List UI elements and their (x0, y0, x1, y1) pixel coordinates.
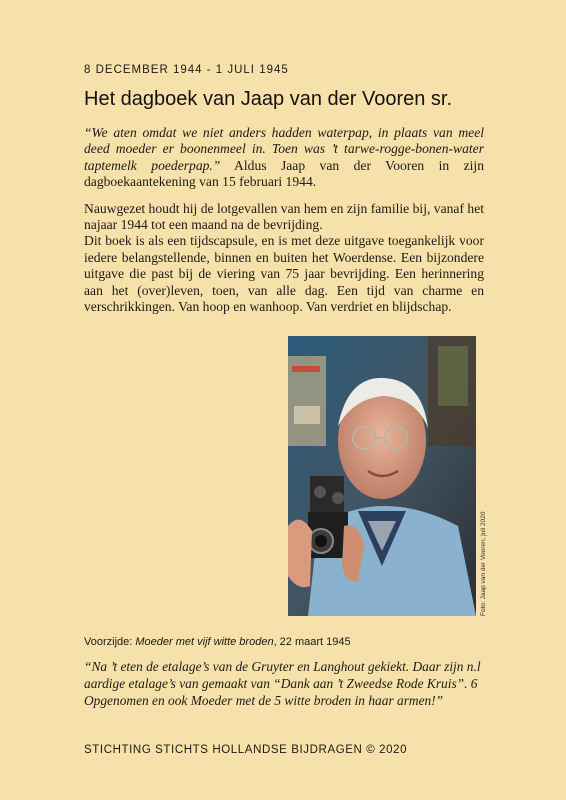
paragraph-2: Dit boek is als een tijdscapsule, en is met deze uitgave toegankelijk voor iedere belangstellende, binnen en buiten het Woerdense. Een bijzondere uitgave die past bij de viering van 75 jaar bevrijding. Een herinnering aan het (over)leven, toen, van alle dag. Een tijd van charme en verschrikkingen. Van hoop en wanhoop. Van verdriet en blijdschap. (84, 233, 484, 315)
portrait-illustration (288, 336, 476, 616)
caption-separator: : (129, 636, 136, 648)
caption-label: Voorzijde (84, 636, 130, 648)
body-text (84, 125, 484, 315)
publisher-footer: STICHTING STICHTS HOLLANDSE BIJDRAGEN © 2020 (84, 744, 408, 756)
caption-quote: “Na ’t eten de etalage’s van de Gruyter en Langhout gekiekt. Daar zijn n.l aardige etalage’s van gemaakt van “Dank aan ’t Zweedse Rode Kruis”. 6 Opgenomen en ook Moeder met de 5 witte broden in haar armen!” (84, 659, 481, 708)
caption-date: , 22 maart 1945 (273, 636, 351, 648)
page-title: Het dagboek van Jaap van der Vooren sr. (84, 88, 453, 110)
caption-title: Moeder met vijf witte broden (135, 636, 274, 648)
intro-quote: “We aten omdat we niet anders hadden waterpap, in plaats van meel deed moeder er boonenmeel in. Toen was ’t tarwe-rogge-bonen-water taptemelk poederpap.” (84, 125, 484, 173)
intro-attribution: Aldus Jaap van der Vooren in zijn dagboekaantekening van 15 februari 1944. (84, 157, 484, 190)
paragraph-1: Nauwgezet houdt hij de lotgevallen van hem en zijn familie bij, vanaf het najaar 1944 tot een maand na de bevrijding. (84, 200, 484, 233)
intro-paragraph (84, 125, 484, 191)
photo-caption (84, 636, 484, 648)
portrait-photo (288, 336, 476, 616)
photo-credit: Foto: Jaap van der Vooren, juli 2020 (480, 511, 487, 616)
date-range: 8 DECEMBER 1944 - 1 JULI 1945 (84, 64, 289, 76)
